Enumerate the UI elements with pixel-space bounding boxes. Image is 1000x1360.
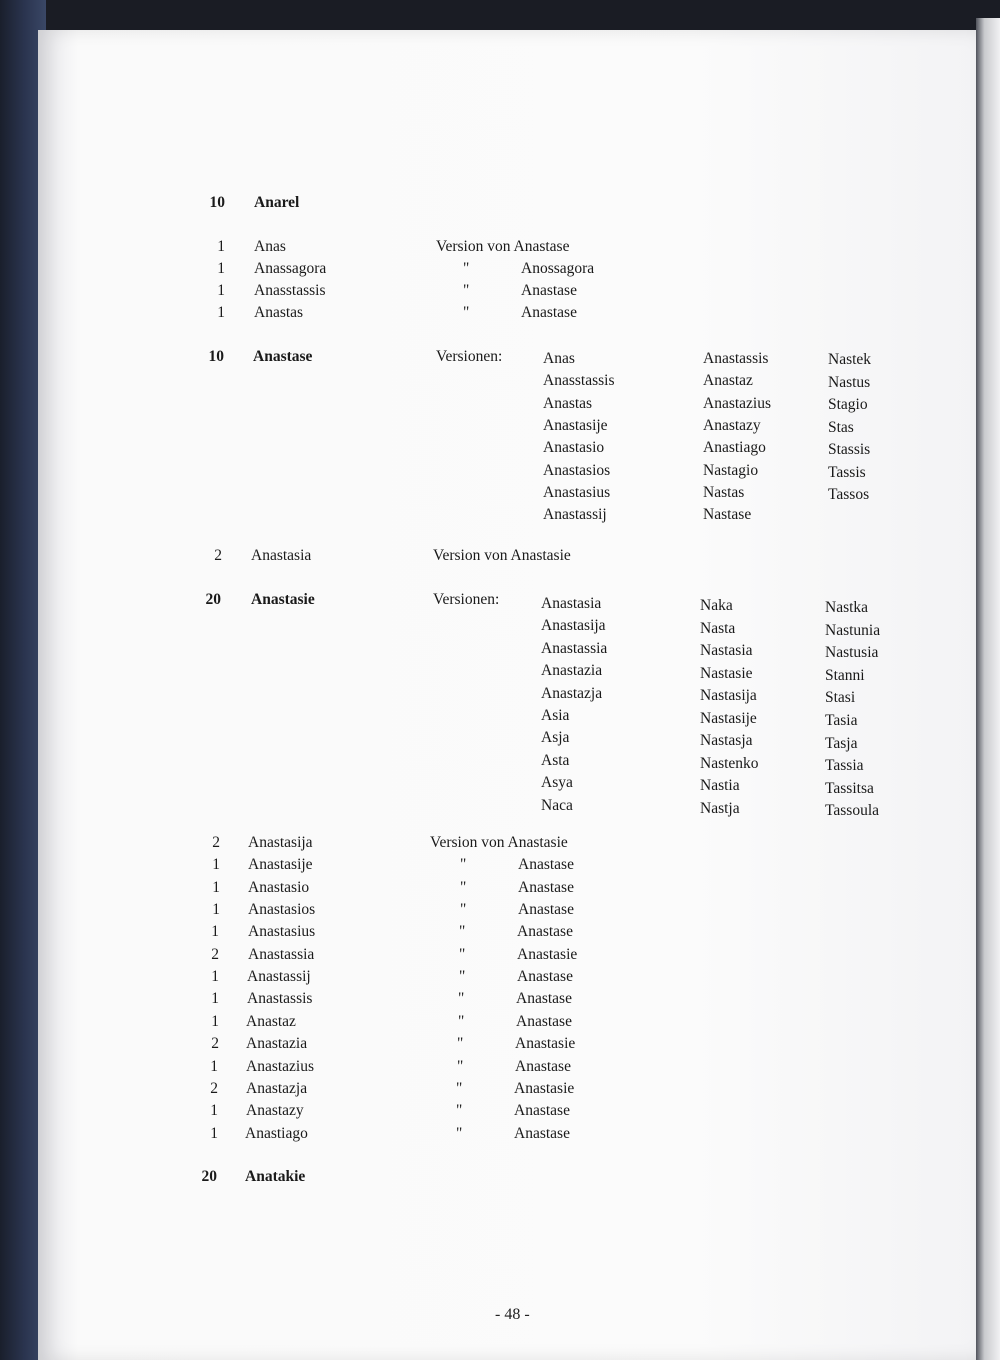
version-name: Nastusia (825, 644, 879, 662)
version-name: Nastek (828, 351, 872, 368)
entry-note: Anastase (516, 1013, 572, 1030)
version-name: Nastasie (700, 664, 753, 682)
version-name: Stassis (828, 441, 871, 458)
version-name: Stanni (825, 666, 865, 684)
version-name: Tasia (825, 712, 858, 729)
version-name: Naca (541, 796, 573, 814)
version-name: Anastasius (543, 483, 611, 501)
entry-note: Versionen: (436, 348, 503, 365)
version-name: Anastasija (541, 617, 606, 635)
entry-name: Anastasije (248, 856, 313, 873)
entry-name: Anas (254, 238, 286, 255)
version-name: Nastka (825, 599, 869, 616)
version-name: Anastasije (543, 416, 608, 434)
ditto-mark: " (457, 1035, 464, 1052)
entry-note: Anastase (518, 856, 574, 873)
entry-note: Anastase (514, 1102, 570, 1119)
version-name: Tassitsa (825, 779, 874, 797)
version-name: Nastenko (700, 754, 759, 772)
version-name: Nastagio (703, 461, 759, 479)
version-name: Anastaz (703, 372, 753, 390)
entry-note: Anastasie (515, 1035, 576, 1052)
version-name: Anastasia (541, 595, 602, 612)
entry-name: Anastassis (247, 990, 313, 1007)
entry-count: 1 (211, 923, 219, 940)
entry-note: Anastase (517, 923, 573, 940)
entry-count: 1 (217, 304, 225, 321)
ditto-mark: " (456, 1080, 463, 1097)
version-name: Asia (541, 707, 570, 724)
entry-note: Anastasie (517, 946, 578, 963)
version-name: Anasstassis (543, 372, 615, 390)
entry-name: Anarel (254, 194, 300, 211)
version-name: Anastassij (543, 506, 607, 524)
version-name: Nastase (703, 506, 752, 524)
entry-note: Anastasie (514, 1080, 575, 1097)
version-name: Tassia (825, 757, 864, 775)
entry-count: 1 (212, 879, 220, 896)
version-name: Anas (543, 350, 575, 367)
entry-count: 2 (211, 1035, 219, 1052)
entry-name: Anassagora (254, 260, 327, 277)
entry-note: Version von Anastasie (433, 547, 571, 564)
version-name: Anastassia (541, 639, 608, 657)
version-name: Nastus (828, 373, 871, 391)
entry-name: Anastaz (246, 1013, 296, 1030)
version-name: Nastasja (700, 732, 753, 749)
ditto-mark: " (460, 901, 467, 918)
entry-note: Anastase (515, 1058, 571, 1075)
entry-name: Anastassij (247, 968, 311, 985)
entry-count: 1 (210, 1102, 218, 1119)
entry-note: Anastase (518, 901, 574, 918)
ditto-mark: " (460, 879, 467, 896)
entry-count: 2 (211, 946, 219, 963)
entry-note: Version von Anastasie (430, 834, 568, 851)
entry-name: Anastiago (245, 1125, 308, 1142)
version-name: Tassos (828, 486, 870, 503)
version-name: Anastazia (541, 662, 603, 680)
version-name: Nasta (700, 619, 736, 637)
entry-count: 20 (201, 1168, 217, 1185)
entry-name: Anastas (254, 304, 304, 321)
entry-note: Anastase (521, 304, 577, 321)
version-name: Tassoula (825, 802, 880, 820)
entry-name: Anastasio (248, 879, 310, 896)
ditto-mark: " (459, 923, 466, 940)
entry-name: Anastasie (251, 591, 315, 608)
ditto-mark: " (456, 1102, 463, 1119)
entry-count: 2 (210, 1080, 218, 1097)
entry-count: 1 (217, 282, 225, 299)
entry-note: Anastase (517, 968, 573, 985)
version-name: Stasi (825, 689, 856, 707)
version-name: Anastiago (703, 439, 766, 457)
entry-name: Anastasia (251, 547, 312, 564)
version-name: Anastazja (541, 684, 603, 702)
entry-note: Anastase (521, 282, 577, 299)
entry-name: Anastazia (246, 1035, 308, 1052)
entry-count: 1 (212, 856, 220, 873)
entry-count: 1 (211, 968, 219, 985)
version-name: Anastas (543, 394, 593, 412)
entry-note: Anastase (518, 879, 574, 896)
ditto-mark: " (458, 990, 465, 1007)
entry-count: 1 (211, 1013, 219, 1030)
version-name: Nastasije (700, 709, 757, 727)
entry-name: Anastase (253, 348, 313, 365)
version-name: Tasja (825, 734, 858, 752)
entry-name: Anastazja (246, 1080, 308, 1097)
entry-count: 2 (214, 547, 222, 564)
entry-note: Anastase (514, 1125, 570, 1142)
entry-count: 2 (212, 834, 220, 851)
version-name: Asta (541, 751, 570, 769)
version-name: Nastia (700, 777, 740, 794)
version-name: Nastasija (700, 687, 757, 704)
ditto-mark: " (458, 1013, 465, 1030)
version-name: Nastja (700, 799, 740, 817)
ditto-mark: " (459, 968, 466, 985)
entry-name: Anasstassis (254, 282, 326, 299)
entry-count: 1 (211, 990, 219, 1007)
version-name: Stas (828, 418, 854, 436)
facing-page-edge (976, 18, 1000, 1360)
ditto-mark: " (463, 304, 470, 321)
ditto-mark: " (463, 260, 470, 277)
entry-name: Anastasios (248, 901, 316, 918)
entry-count: 1 (210, 1125, 218, 1142)
version-name: Nastas (703, 483, 745, 501)
entry-count: 10 (208, 348, 224, 365)
version-name: Nastasia (700, 642, 753, 659)
entry-count: 1 (217, 238, 225, 255)
entry-note: Versionen: (433, 591, 500, 608)
entry-count: 20 (205, 591, 221, 608)
ditto-mark: " (457, 1058, 464, 1075)
entry-note: Anastase (516, 990, 572, 1007)
entry-note: Anossagora (521, 260, 595, 277)
ditto-mark: " (459, 946, 466, 963)
entry-name: Anastassia (248, 946, 315, 963)
ditto-mark: " (456, 1125, 463, 1142)
version-name: Asja (541, 729, 570, 747)
version-name: Naka (700, 597, 733, 614)
entry-name: Anastazy (246, 1102, 304, 1119)
entry-note: Version von Anastase (436, 238, 570, 255)
version-name: Asya (541, 774, 573, 792)
version-name: Anastasios (543, 461, 611, 479)
entry-name: Anastasija (248, 834, 313, 851)
version-name: Anastazius (703, 394, 772, 412)
entry-count: 1 (212, 901, 220, 918)
entry-name: Anastasius (248, 923, 316, 940)
entry-count: 10 (209, 194, 225, 211)
ditto-mark: " (460, 856, 467, 873)
entry-count: 1 (210, 1058, 218, 1075)
entry-name: Anatakie (245, 1168, 306, 1185)
entry-name: Anastazius (246, 1058, 315, 1075)
version-name: Nastunia (825, 621, 881, 639)
version-name: Anastasio (543, 439, 605, 457)
entry-count: 1 (217, 260, 225, 277)
version-name: Stagio (828, 396, 868, 413)
version-name: Anastassis (703, 350, 769, 367)
version-name: Tassis (828, 463, 866, 481)
page-number: - 48 - (495, 1306, 530, 1323)
ditto-mark: " (463, 282, 470, 299)
version-name: Anastazy (703, 416, 761, 434)
